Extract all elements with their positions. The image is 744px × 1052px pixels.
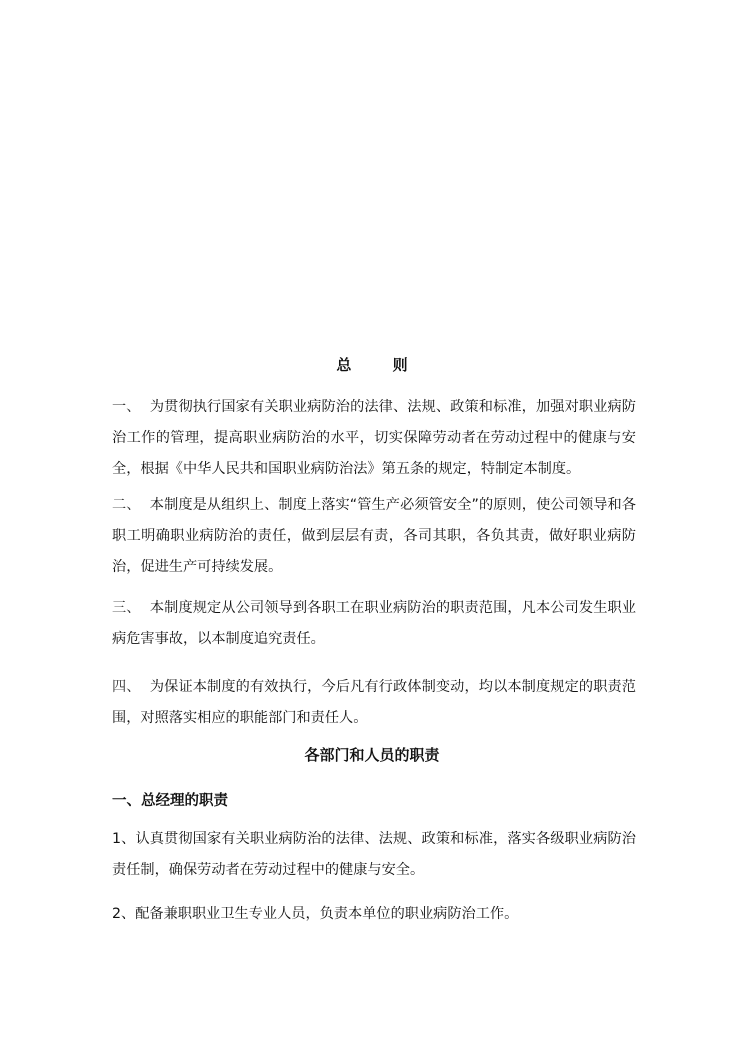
paragraph-2 <box>112 490 636 583</box>
document-title: 总 则 <box>336 356 426 374</box>
section-heading: 一、总经理的职责 <box>112 793 228 809</box>
paragraph-4-number: 四、 <box>112 679 141 695</box>
duty-item-1: 1、认真贯彻国家有关职业病防治的法律、法规、政策和标准，落实各级职业病防治责任制，确保劳动者在劳动过程中的健康与安全。 <box>112 831 636 878</box>
paragraph-1 <box>112 392 636 485</box>
document-page <box>112 0 636 1052</box>
section-title: 各部门和人员的职责 <box>304 746 440 764</box>
paragraph-2-text: 本制度是从组织上、制度上落实“管生产必须管安全”的原则，使公司领导和各职工明确职业病防治的责任，做到层层有责，各司其职，各负其责，做好职业病防治，促进生产可持续发展。 <box>112 497 636 575</box>
paragraph-1-text: 为贯彻执行国家有关职业病防治的法律、法规、政策和标准，加强对职业病防治工作的管理，提高职业病防治的水平，切实保障劳动者在劳动过程中的健康与安全，根据《中华人民共和国职业病防治法》第五条的规定，特制定本制度。 <box>112 399 636 477</box>
paragraph-2-number: 二、 <box>112 497 141 513</box>
paragraph-4-text: 为保证本制度的有效执行，今后凡有行政体制变动，均以本制度规定的职责范围，对照落实相应的职能部门和责任人。 <box>112 679 636 726</box>
duty-item-2: 2、配备兼职职业卫生专业人员，负责本单位的职业病防治工作。 <box>112 906 519 922</box>
paragraph-4 <box>112 672 636 734</box>
paragraph-1-number: 一、 <box>112 399 141 415</box>
paragraph-3-number: 三、 <box>112 600 141 616</box>
paragraph-3-text: 本制度规定从公司领导到各职工在职业病防治的职责范围，凡本公司发生职业病危害事故，以本制度追究责任。 <box>112 600 636 647</box>
paragraph-3 <box>112 593 636 655</box>
